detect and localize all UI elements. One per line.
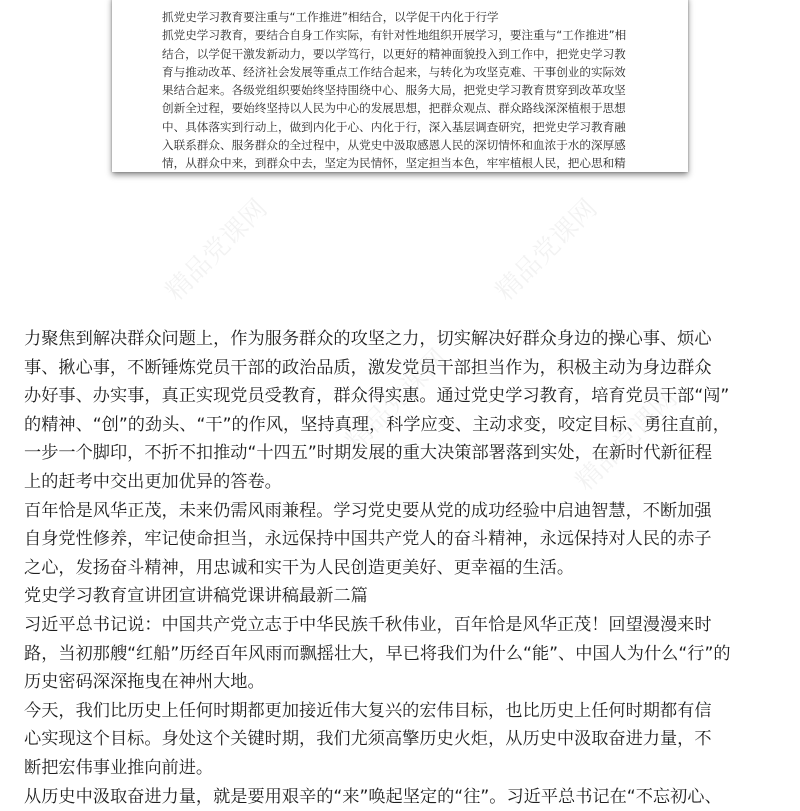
excerpt-card: [112, 0, 688, 172]
text-line: 心实现这个目标。身处这个关键时期，我们尤须高擎历史火炬，从历史中汲取奋进力量，不: [24, 725, 784, 754]
text-line: 断把宏伟事业推向前进。: [24, 754, 784, 783]
text-line: 育与推动改革、经济社会发展等重点工作结合起来，与转化为攻坚克难、干事创业的实际效: [162, 63, 652, 81]
text-line: 上的赶考中交出更加优异的答卷。: [24, 468, 784, 497]
text-line: 抓党史学习教育要注重与“工作推进”相结合，以学促干内化于行学: [162, 8, 652, 26]
text-line: 从历史中汲取奋进力量，就是要用艰辛的“来”唤起坚定的“往”。习近平总书记在“不忘初心、: [24, 783, 784, 811]
text-line: 历史密码深深拖曳在神州大地。: [24, 668, 784, 697]
excerpt-text: [162, 8, 652, 173]
text-line: 力聚焦到解决群众问题上，作为服务群众的攻坚之力，切实解决好群众身边的操心事、烦心: [24, 325, 784, 354]
text-line: 百年恰是风华正茂，未来仍需风雨兼程。学习党史要从党的成功经验中启迪智慧，不断加强: [24, 497, 784, 526]
text-line: 一步一个脚印，不折不扣推动“十四五”时期发展的重大决策部署落到实处，在新时代新征程: [24, 439, 784, 468]
watermark: 精品党课网: [486, 189, 604, 307]
watermark: 精品党课网: [336, 339, 454, 457]
text-line: 的精神、“创”的劲头、“干”的作风，坚持真理，科学应变、主动求变，咬定目标、勇往直前，: [24, 411, 784, 440]
text-line: 办好事、办实事，真正实现党员受教育，群众得实惠。通过党史学习教育，培育党员干部“闯”: [24, 382, 784, 411]
text-line: 抓党史学习教育，要结合自身工作实际，有针对性地组织开展学习，要注重与“工作推进”相: [162, 26, 652, 44]
text-line: 入联系群众、服务群众的全过程中，从党史中汲取感恩人民的深切情怀和血浓于水的深厚感: [162, 136, 652, 154]
text-line: 情，从群众中来，到群众中去，坚定为民情怀，坚定担当本色，牢牢植根人民，把心思和精: [162, 154, 652, 172]
text-line: 创新全过程，要始终坚持以人民为中心的发展思想，把群众观点、群众路线深深植根于思想: [162, 99, 652, 117]
text-line: 事、揪心事，不断锤炼党员干部的政治品质，激发党员干部担当作为，积极主动为身边群众: [24, 354, 784, 383]
document-body: [24, 325, 784, 811]
text-line: 自身党性修养，牢记使命担当，永远保持中国共产党人的奋斗精神，永远保持对人民的赤子: [24, 525, 784, 554]
text-line: 今天，我们比历史上任何时期都更加接近伟大复兴的宏伟目标，也比历史上任何时期都有信: [24, 697, 784, 726]
watermark: 精品党课网: [566, 379, 684, 497]
watermark: 精品党课网: [156, 189, 274, 307]
text-line: 之心，发扬奋斗精神，用忠诚和实干为人民创造更美好、更幸福的生活。: [24, 554, 784, 583]
text-line: 中、具体落实到行动上，做到内化于心、内化于行，深入基层调查研究，把党史学习教育融: [162, 118, 652, 136]
text-line: 习近平总书记说：中国共产党立志于中华民族千秋伟业，百年恰是风华正茂！回望漫漫来时: [24, 611, 784, 640]
text-line: 路，当初那艘“红船”历经百年风雨而飘摇壮大，早已将我们为什么“能”、中国人为什么“行”的: [24, 640, 784, 669]
text-line: 果结合起来。各级党组织要始终坚持围绕中心、服务大局，把党史学习教育贯穿到改革攻坚: [162, 81, 652, 99]
text-line: 结合，以学促干激发新动力，要以学笃行，以更好的精神面貌投入到工作中，把党史学习教: [162, 45, 652, 63]
text-line: 党史学习教育宣讲团宣讲稿党课讲稿最新二篇: [24, 582, 784, 611]
